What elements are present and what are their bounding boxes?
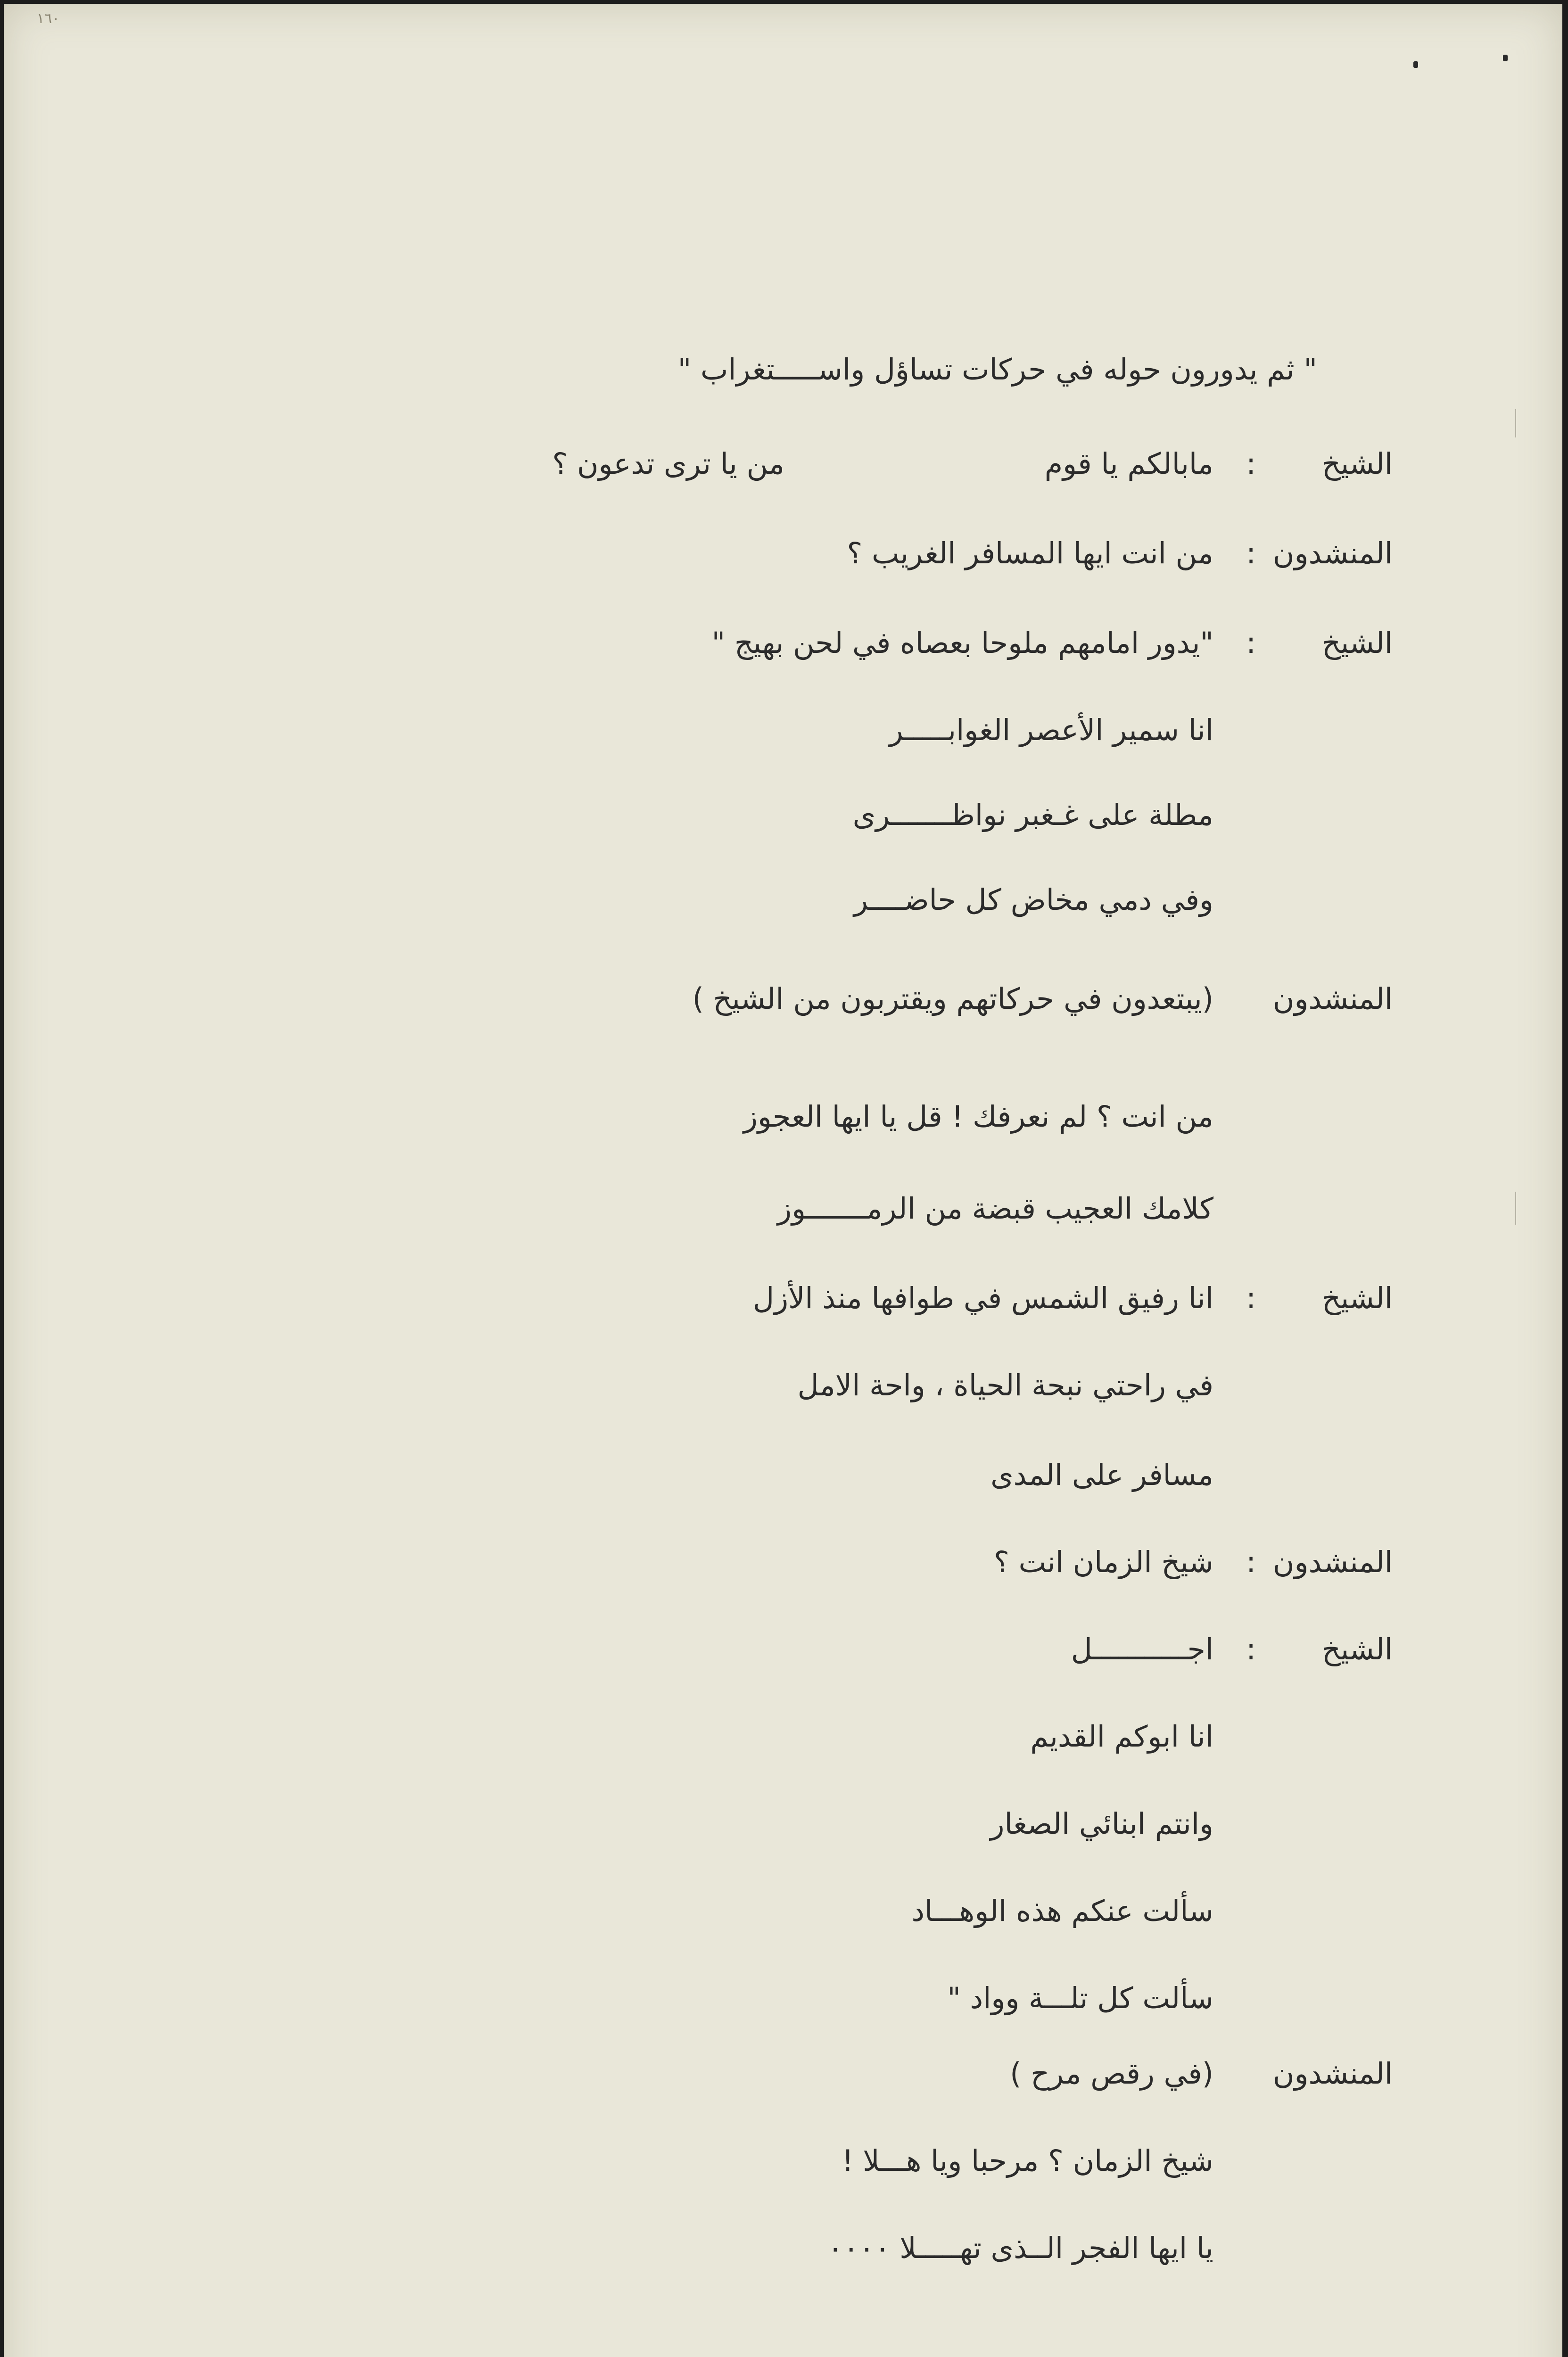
speaker-label: المنشدون <box>1273 536 1393 570</box>
stage-direction: " ثم يدورون حوله في حركات تساؤل واســـــتغراب " <box>677 352 1317 387</box>
colon: : <box>1246 626 1256 660</box>
colon: : <box>1246 1632 1256 1666</box>
paper-crease <box>1515 409 1516 437</box>
verse-line: كلامك العجيب قبضة من الرمـــــــوز <box>777 1191 1213 1226</box>
speaker-label: الشيخ <box>1321 1281 1393 1315</box>
verse-line: انا ابوكم القديم <box>1030 1719 1213 1754</box>
verse-line: من يا ترى تدعون ؟ <box>552 446 784 481</box>
verse-line: سألت كل تلـــة وواد " <box>947 1981 1213 2015</box>
verse-line: شيخ الزمان انت ؟ <box>993 1545 1213 1579</box>
verse-line: انا سمير الأعصر الغوابـــــر <box>889 713 1213 747</box>
verse-line: وفي دمي مخاض كل حاضــــر <box>854 882 1213 917</box>
verse-line: سألت عنكم هذه الوهـــاد <box>911 1894 1213 1928</box>
colon: : <box>1246 536 1256 570</box>
verse-line: من انت ايها المسافر الغريب ؟ <box>847 536 1213 570</box>
punch-mark <box>1503 55 1508 61</box>
speaker-label: الشيخ <box>1321 1632 1393 1666</box>
verse-line: انا رفيق الشمس في طوافها منذ الأزل <box>753 1281 1213 1315</box>
speaker-label: المنشدون <box>1273 2056 1393 2091</box>
punch-mark <box>1413 61 1418 68</box>
stage-direction: (يبتعدون في حركاتهم ويقتربون من الشيخ ) <box>692 981 1213 1016</box>
speaker-label: المنشدون <box>1273 981 1393 1016</box>
verse-line: مسافر على المدى <box>990 1458 1213 1492</box>
verse-line: مطلة على غـغبر نواظـــــــرى <box>852 798 1213 832</box>
speaker-label: الشيخ <box>1321 446 1393 481</box>
document-page <box>4 4 1562 2357</box>
stage-direction: "يدور امامهم ملوحا بعصاه في لحن بهيج " <box>711 626 1213 660</box>
verse-line: شيخ الزمان ؟ مرحبا ويا هـــلا ! <box>842 2143 1213 2178</box>
paper-crease <box>1515 1192 1516 1225</box>
speaker-label: المنشدون <box>1273 1545 1393 1579</box>
verse-line: في راحتي نبحة الحياة ، واحة الامل <box>797 1368 1213 1402</box>
speaker-label: الشيخ <box>1321 626 1393 660</box>
stage-direction: (في رقص مرح ) <box>1010 2056 1213 2091</box>
colon: : <box>1246 446 1256 481</box>
verse-line: من انت ؟ لم نعرفك ! قل يا ايها العجوز <box>743 1099 1213 1134</box>
corner-handwritten-note: ١٦٠ <box>37 10 60 27</box>
verse-line: مابالكم يا قوم <box>1044 446 1213 481</box>
colon: : <box>1246 1281 1256 1315</box>
colon: : <box>1246 1545 1256 1579</box>
verse-line: اجـــــــــــل <box>1071 1632 1213 1666</box>
verse-line: يا ايها الفجر الــذى تهـــــلا ٠٠٠٠ <box>827 2231 1213 2265</box>
verse-line: وانتم ابنائي الصغار <box>990 1806 1213 1841</box>
